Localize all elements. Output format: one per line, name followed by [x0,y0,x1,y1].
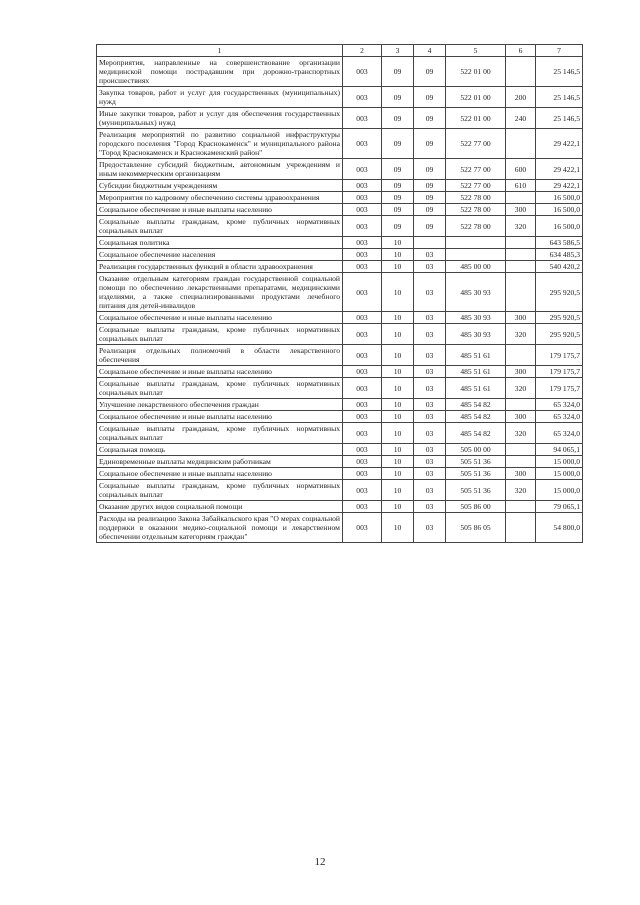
table-row [97,261,583,273]
cell-subsection [414,237,446,249]
cell-subsection: 03 [414,312,446,324]
cell-target-article: 522 01 00 [446,87,506,108]
table-row [97,249,583,261]
cell-section: 09 [382,108,414,129]
cell-admin-code: 003 [343,273,382,312]
cell-item-name: Оказание отдельным категориям граждан государственной социальной помощи по обеспечению лекарственными препаратами, медицинскими изделиями, а также специализированными продуктами лечебного питания для детей-инвалидов [97,273,343,312]
cell-amount: 643 586,5 [536,237,583,249]
cell-amount: 65 324,0 [536,411,583,423]
cell-expense-type: 320 [506,480,536,501]
page-number: 12 [314,856,326,868]
cell-target-article: 505 86 00 [446,501,506,513]
cell-expense-type: 320 [506,423,536,444]
cell-item-name: Социальные выплаты гражданам, кроме публичных нормативных социальных выплат [97,378,343,399]
cell-item-name: Социальные выплаты гражданам, кроме публичных нормативных социальных выплат [97,324,343,345]
cell-section: 10 [382,501,414,513]
cell-section: 10 [382,249,414,261]
cell-item-name: Реализация государственных функций в области здравоохранения [97,261,343,273]
cell-subsection: 09 [414,216,446,237]
table-row [97,180,583,192]
cell-admin-code: 003 [343,129,382,159]
cell-subsection: 09 [414,204,446,216]
cell-admin-code: 003 [343,87,382,108]
cell-subsection: 03 [414,378,446,399]
cell-target-article: 485 54 82 [446,399,506,411]
table-row [97,468,583,480]
cell-item-name: Улучшение лекарственного обеспечения граждан [97,399,343,411]
cell-subsection: 09 [414,192,446,204]
table-row [97,129,583,159]
cell-amount: 179 175,7 [536,378,583,399]
column-header-section: 3 [382,45,414,57]
cell-amount: 29 422,1 [536,159,583,180]
cell-target-article: 485 30 93 [446,312,506,324]
cell-admin-code: 003 [343,378,382,399]
cell-amount: 634 485,3 [536,249,583,261]
cell-target-article: 522 78 00 [446,216,506,237]
cell-expense-type: 240 [506,108,536,129]
cell-target-article: 485 51 61 [446,366,506,378]
cell-section: 10 [382,411,414,423]
table-row [97,444,583,456]
cell-admin-code: 003 [343,399,382,411]
cell-item-name: Социальная политика [97,237,343,249]
cell-admin-code: 003 [343,468,382,480]
table-row [97,204,583,216]
cell-expense-type [506,399,536,411]
column-header-item-name: 1 [97,45,343,57]
table-row [97,324,583,345]
cell-target-article: 505 51 36 [446,468,506,480]
column-header-expense-type: 6 [506,45,536,57]
cell-expense-type: 300 [506,312,536,324]
cell-subsection: 03 [414,345,446,366]
cell-section: 09 [382,159,414,180]
cell-expense-type: 300 [506,366,536,378]
column-header-amount: 7 [536,45,583,57]
cell-admin-code: 003 [343,192,382,204]
cell-expense-type [506,444,536,456]
column-header-subsection: 4 [414,45,446,57]
cell-subsection: 03 [414,366,446,378]
cell-admin-code: 003 [343,456,382,468]
cell-section: 10 [382,423,414,444]
cell-amount: 54 800,0 [536,513,583,543]
cell-expense-type: 300 [506,204,536,216]
cell-amount: 16 500,0 [536,192,583,204]
cell-item-name: Социальная помощь [97,444,343,456]
cell-admin-code: 003 [343,423,382,444]
cell-admin-code: 003 [343,324,382,345]
cell-target-article: 485 30 93 [446,273,506,312]
cell-target-article: 485 51 61 [446,345,506,366]
table-row [97,216,583,237]
table-row [97,159,583,180]
cell-target-article: 522 78 00 [446,204,506,216]
cell-section: 10 [382,345,414,366]
cell-item-name: Мероприятия по кадровому обеспечению системы здравоохранения [97,192,343,204]
cell-expense-type [506,129,536,159]
cell-item-name: Единовременные выплаты медицинским работникам [97,456,343,468]
cell-expense-type [506,237,536,249]
table-row [97,273,583,312]
cell-amount: 16 500,0 [536,216,583,237]
cell-item-name: Социальное обеспечение и иные выплаты населению [97,366,343,378]
cell-subsection: 09 [414,159,446,180]
cell-item-name: Предоставление субсидий бюджетным, автономным учреждениям и иным некоммерческим организациям [97,159,343,180]
cell-amount: 540 420,2 [536,261,583,273]
cell-expense-type [506,501,536,513]
table-row [97,108,583,129]
cell-section: 09 [382,192,414,204]
cell-section: 09 [382,87,414,108]
table-row [97,411,583,423]
cell-expense-type: 320 [506,324,536,345]
cell-subsection: 03 [414,423,446,444]
cell-section: 09 [382,216,414,237]
cell-amount: 29 422,1 [536,129,583,159]
cell-amount: 94 065,1 [536,444,583,456]
cell-subsection: 03 [414,480,446,501]
cell-amount: 25 146,5 [536,108,583,129]
cell-expense-type [506,345,536,366]
cell-admin-code: 003 [343,204,382,216]
cell-admin-code: 003 [343,513,382,543]
cell-section: 10 [382,468,414,480]
cell-admin-code: 003 [343,501,382,513]
cell-admin-code: 003 [343,108,382,129]
cell-expense-type [506,261,536,273]
cell-target-article: 485 54 82 [446,423,506,444]
cell-expense-type: 200 [506,87,536,108]
cell-item-name: Реализация мероприятий по развитию социальной инфраструктуры городского поселения "Город Краснокаменск" и муниципального района "Город Краснокаменск и Краснокаменский район" [97,129,343,159]
cell-expense-type [506,273,536,312]
budget-table [96,44,583,543]
cell-admin-code: 003 [343,249,382,261]
cell-amount: 79 065,1 [536,501,583,513]
cell-amount: 25 146,5 [536,87,583,108]
cell-amount: 65 324,0 [536,399,583,411]
cell-subsection: 03 [414,501,446,513]
cell-target-article: 522 77 00 [446,129,506,159]
cell-amount: 295 920,5 [536,312,583,324]
cell-subsection: 03 [414,324,446,345]
cell-target-article: 505 00 00 [446,444,506,456]
cell-subsection: 03 [414,411,446,423]
cell-admin-code: 003 [343,312,382,324]
cell-amount: 295 920,5 [536,273,583,312]
cell-target-article: 485 51 61 [446,378,506,399]
cell-amount: 15 000,0 [536,480,583,501]
cell-item-name: Социальное обеспечение населения [97,249,343,261]
cell-amount: 29 422,1 [536,180,583,192]
cell-item-name: Иные закупки товаров, работ и услуг для обеспечения государственных (муниципальных) нужд [97,108,343,129]
table-row [97,378,583,399]
cell-admin-code: 003 [343,366,382,378]
table-row [97,423,583,444]
cell-section: 10 [382,513,414,543]
cell-subsection: 03 [414,249,446,261]
cell-subsection: 03 [414,273,446,312]
cell-target-article: 522 01 00 [446,108,506,129]
table-row [97,366,583,378]
cell-amount: 16 500,0 [536,204,583,216]
cell-section: 10 [382,456,414,468]
cell-amount: 15 000,0 [536,468,583,480]
cell-expense-type: 320 [506,378,536,399]
cell-target-article: 485 00 00 [446,261,506,273]
table-row [97,237,583,249]
cell-subsection: 09 [414,87,446,108]
cell-subsection: 09 [414,108,446,129]
cell-expense-type: 300 [506,468,536,480]
cell-target-article [446,249,506,261]
cell-item-name: Социальное обеспечение и иные выплаты населению [97,411,343,423]
cell-admin-code: 003 [343,411,382,423]
cell-expense-type: 610 [506,180,536,192]
table-row [97,456,583,468]
table-row [97,312,583,324]
cell-subsection: 03 [414,468,446,480]
cell-section: 10 [382,366,414,378]
table-row [97,513,583,543]
table-row [97,192,583,204]
cell-section: 10 [382,324,414,345]
cell-expense-type [506,192,536,204]
cell-expense-type: 320 [506,216,536,237]
table-header-row [97,45,583,57]
column-header-target-article: 5 [446,45,506,57]
cell-section: 09 [382,129,414,159]
cell-target-article: 505 86 05 [446,513,506,543]
cell-item-name: Субсидии бюджетным учреждениям [97,180,343,192]
cell-amount: 25 146,5 [536,57,583,87]
cell-item-name: Социальные выплаты гражданам, кроме публичных нормативных социальных выплат [97,216,343,237]
table-row [97,501,583,513]
cell-target-article [446,237,506,249]
cell-admin-code: 003 [343,261,382,273]
cell-admin-code: 003 [343,237,382,249]
cell-item-name: Закупка товаров, работ и услуг для государственных (муниципальных) нужд [97,87,343,108]
cell-subsection: 03 [414,513,446,543]
cell-section: 09 [382,57,414,87]
cell-item-name: Расходы на реализацию Закона Забайкальского края "О мерах социальной поддержки в оказании медико-социальной помощи и лекарственном обеспечении отдельным категориям граждан" [97,513,343,543]
cell-subsection: 03 [414,399,446,411]
cell-target-article: 522 01 00 [446,57,506,87]
cell-target-article: 522 77 00 [446,159,506,180]
cell-item-name: Социальные выплаты гражданам, кроме публичных нормативных социальных выплат [97,480,343,501]
cell-item-name: Социальное обеспечение и иные выплаты населению [97,204,343,216]
cell-admin-code: 003 [343,57,382,87]
cell-amount: 179 175,7 [536,345,583,366]
cell-subsection: 09 [414,57,446,87]
cell-item-name: Социальное обеспечение и иные выплаты населению [97,312,343,324]
cell-expense-type [506,513,536,543]
cell-admin-code: 003 [343,180,382,192]
cell-section: 10 [382,378,414,399]
cell-item-name: Реализация отдельных полномочий в области лекарственного обеспечения [97,345,343,366]
table-row [97,57,583,87]
table-row [97,87,583,108]
cell-subsection: 09 [414,129,446,159]
cell-admin-code: 003 [343,345,382,366]
cell-item-name: Мероприятия, направленные на совершенствование организации медицинской помощи пострадавшим при дорожно-транспортных происшествиях [97,57,343,87]
cell-admin-code: 003 [343,480,382,501]
cell-expense-type [506,249,536,261]
cell-amount: 295 920,5 [536,324,583,345]
column-header-admin-code: 2 [343,45,382,57]
cell-admin-code: 003 [343,216,382,237]
cell-target-article: 505 51 36 [446,480,506,501]
cell-admin-code: 003 [343,444,382,456]
cell-target-article: 485 54 82 [446,411,506,423]
table-row [97,399,583,411]
cell-target-article: 505 51 36 [446,456,506,468]
cell-subsection: 09 [414,180,446,192]
cell-subsection: 03 [414,261,446,273]
table-row [97,480,583,501]
cell-subsection: 03 [414,444,446,456]
cell-amount: 179 175,7 [536,366,583,378]
cell-expense-type [506,57,536,87]
cell-item-name: Социальные выплаты гражданам, кроме публичных нормативных социальных выплат [97,423,343,444]
cell-admin-code: 003 [343,159,382,180]
cell-subsection: 03 [414,456,446,468]
cell-target-article: 485 30 93 [446,324,506,345]
cell-section: 10 [382,261,414,273]
cell-expense-type [506,456,536,468]
cell-section: 10 [382,480,414,501]
cell-expense-type: 600 [506,159,536,180]
cell-item-name: Социальное обеспечение и иные выплаты населению [97,468,343,480]
cell-section: 09 [382,180,414,192]
table-row [97,345,583,366]
cell-amount: 65 324,0 [536,423,583,444]
cell-expense-type: 300 [506,411,536,423]
cell-target-article: 522 78 00 [446,192,506,204]
cell-item-name: Оказание других видов социальной помощи [97,501,343,513]
cell-section: 10 [382,312,414,324]
cell-amount: 15 000,0 [536,456,583,468]
cell-section: 09 [382,204,414,216]
table-body [97,57,583,543]
cell-section: 10 [382,237,414,249]
cell-section: 10 [382,399,414,411]
cell-section: 10 [382,444,414,456]
cell-target-article: 522 77 00 [446,180,506,192]
cell-section: 10 [382,273,414,312]
